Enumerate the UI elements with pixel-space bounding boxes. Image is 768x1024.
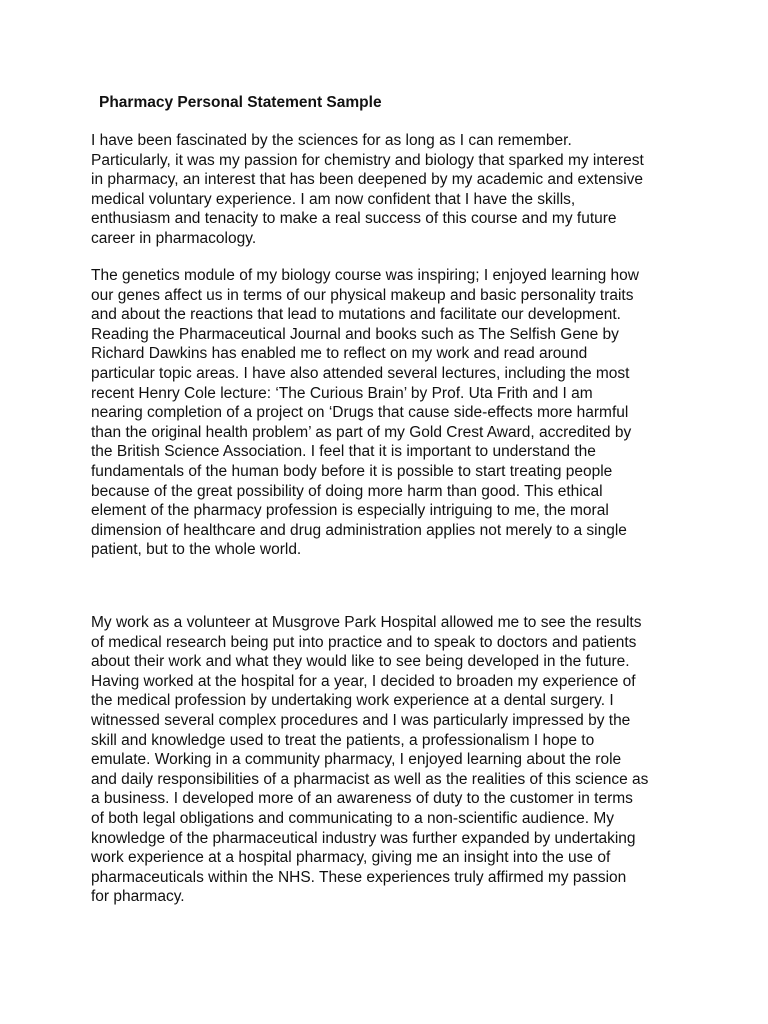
paragraph-line: witnessed several complex procedures and I was particularly impressed by the [91, 712, 631, 729]
paragraph-line: about their work and what they would like to see being developed in the future. [91, 653, 630, 671]
paragraph-line: I have been fascinated by the sciences for as long as I can remember. [91, 132, 572, 149]
paragraph-line: particular topic areas. I have also attended several lectures, including the most [91, 365, 630, 382]
paragraph-line: element of the pharmacy profession is especially intriguing to me, the moral [91, 502, 609, 520]
paragraph-line: and daily responsibilities of a pharmacist as well as the realities of this science as [91, 770, 649, 788]
paragraph-line: in pharmacy, an interest that has been deepened by my academic and extensive [91, 171, 644, 189]
paragraph-line: emulate. Working in a community pharmacy, I enjoyed learning about the role [91, 751, 622, 769]
paragraph-line: pharmaceuticals within the NHS. These experiences truly affirmed my passion [91, 868, 627, 886]
paragraph-line: medical voluntary experience. I am now confident that I have the skills, [91, 190, 576, 208]
paragraph-line: than the original health problem’ as part of my Gold Crest Award, accredited by [91, 423, 632, 441]
paragraph-line: the medical profession by undertaking work experience at a dental surgery. I [91, 692, 614, 710]
paragraph-line: My work as a volunteer at Musgrove Park Hospital allowed me to see the results [91, 614, 642, 631]
document-title: Pharmacy Personal Statement Sample [99, 94, 382, 111]
paragraph-line: career in pharmacology. [91, 230, 257, 247]
paragraph-line: Richard Dawkins has enabled me to reflect on my work and read around [91, 345, 588, 363]
paragraph-line: our genes affect us in terms of our physical makeup and basic personality traits [91, 286, 634, 304]
paragraph-line: patient, but to the whole world. [91, 541, 302, 559]
paragraph-line: work experience at a hospital pharmacy, giving me an insight into the use of [91, 849, 611, 867]
paragraph-line: fundamentals of the human body before it is possible to start treating people [91, 463, 613, 480]
paragraph-line: of medical research being put into practice and to speak to doctors and patients [91, 633, 637, 651]
paragraph-line: for pharmacy. [91, 888, 185, 906]
paragraph-line: dimension of healthcare and drug administration applies not merely to a single [91, 521, 627, 539]
paragraph-line: nearing completion of a project on ‘Drugs that cause side-effects more harmful [91, 404, 629, 422]
paragraph-line: Particularly, it was my passion for chemistry and biology that sparked my interest [91, 151, 644, 169]
paragraph-line: recent Henry Cole lecture: ‘The Curious Brain’ by Prof. Uta Frith and I am [91, 384, 593, 402]
paragraph-line: The genetics module of my biology course was inspiring; I enjoyed learning how [91, 267, 639, 284]
paragraph-line: Reading the Pharmaceutical Journal and books such as The Selfish Gene by [91, 325, 619, 343]
paragraph-line: knowledge of the pharmaceutical industry was further expanded by undertaking [91, 829, 636, 847]
paragraph-line: Having worked at the hospital for a year, I decided to broaden my experience of [91, 672, 636, 690]
paragraph-line: and about the reactions that lead to mutations and facilitate our development. [91, 306, 621, 324]
paragraph-line: enthusiasm and tenacity to make a real success of this course and my future [91, 210, 617, 228]
paragraph-line: because of the great possibility of doing more harm than good. This ethical [91, 482, 603, 500]
paragraph-line: a business. I developed more of an awareness of duty to the customer in terms [91, 790, 633, 808]
paragraph-line: the British Science Association. I feel that it is important to understand the [91, 443, 596, 461]
paragraph-line: skill and knowledge used to treat the patients, a professionalism I hope to [91, 731, 595, 749]
paragraph-line: of both legal obligations and communicating to a non-scientific audience. My [91, 810, 615, 827]
